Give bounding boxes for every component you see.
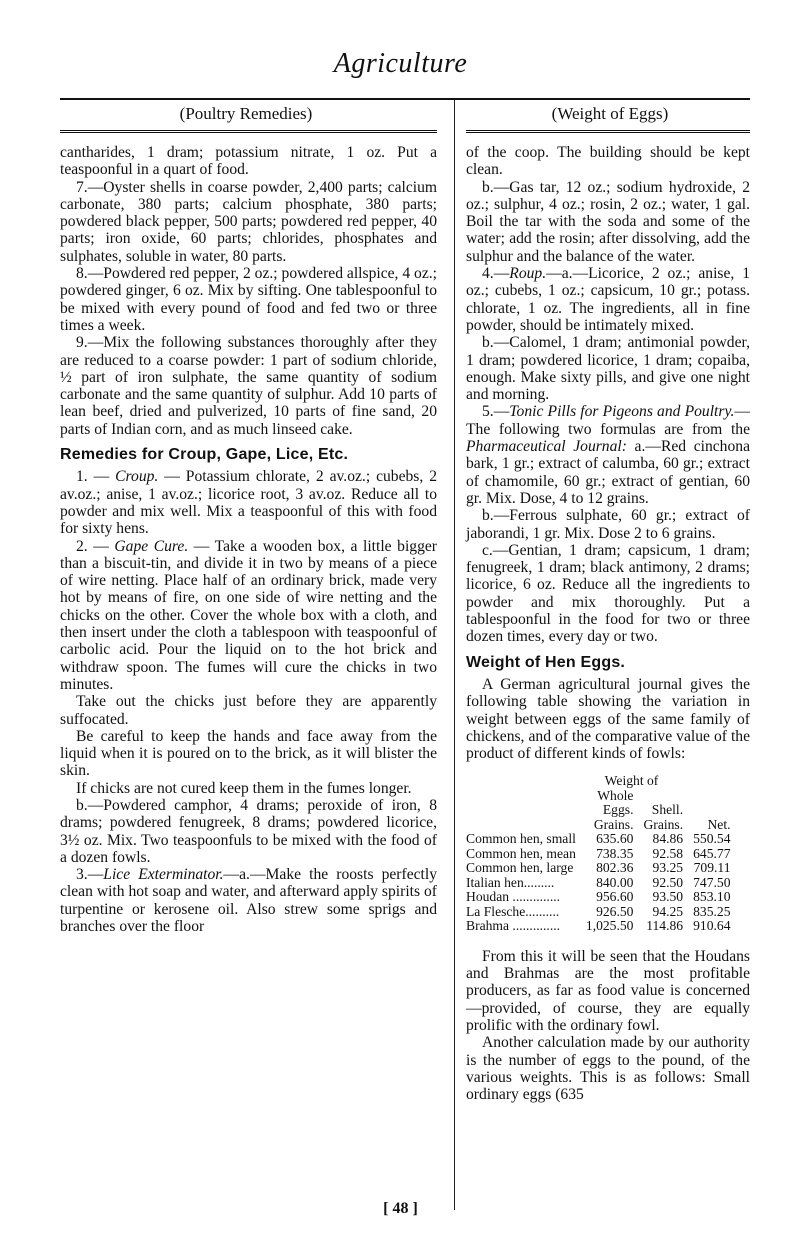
journal-name: Pharmaceutical Journal: — [466, 438, 627, 456]
paragraph: of the coop. The building should be kept clean. — [466, 144, 750, 179]
table-cell: 910.64 — [693, 918, 731, 934]
table-header: Eggs. — [602, 802, 634, 818]
paragraph-gape — [60, 538, 437, 694]
table-group-header: Weight of — [604, 773, 659, 789]
item-text: a.—Red cinchona bark, 1 gr.; extract of calumba, 60 gr.; extract of chamomile, 60 gr.; extract of gentian, 60 gr. Mix. Dose, 4 to 12 grains. — [466, 438, 750, 507]
paragraph: cantharides, 1 dram; potassium nitrate, 1 oz. Put a teaspoonful in a quart of food. — [60, 144, 437, 179]
item-text: —a.—Licorice, 2 oz.; anise, 1 oz.; cubebs, 1 oz.; capsicum, 10 gr.; potass. chlorate, 1 oz. The ingredients, all in fine powder, should be intimately mixed. — [466, 265, 750, 334]
table-cell: Brahma .............. — [466, 918, 561, 934]
paragraph: 7.—Oyster shells in coarse powder, 2,400 parts; calcium carbonate, 380 parts; calcium phosphate, 380 parts; powdered black pepper, 500 parts; powdered red pepper, 40 parts; iron oxide, 60 parts; chlorides, phosphates and sulphates, soluble in water, 80 parts. — [60, 178, 437, 265]
paragraph: b.—Calomel, 1 dram; antimonial powder, 1 dram; powdered licorice, 1 dram; copaiba, enough. Make sixty pills, and give one night and morning. — [466, 334, 750, 404]
table-row — [466, 832, 735, 847]
table-cell: 550.54 — [693, 831, 731, 847]
table-header-row — [466, 803, 735, 818]
table-cell: 738.35 — [596, 845, 634, 861]
table-cell: Houdan .............. — [466, 889, 561, 905]
table-header-row — [466, 789, 735, 804]
item-title: Croup. — [115, 468, 159, 486]
table-row — [466, 876, 735, 891]
paragraph: Another calculation made by our authority is the number of eggs to the pound, of the various weights. This is as follows: Small ordinary eggs (635 — [466, 1034, 750, 1104]
table-header: Shell. — [651, 802, 684, 818]
table-cell: 84.86 — [652, 831, 684, 847]
item-number: 5.— — [482, 403, 510, 421]
table-cell: 114.86 — [646, 918, 684, 934]
item-text: — Potassium chlorate, 2 av.oz.; cubebs, 2 av.oz.; anise, 1 av.oz.; licorice root, 3 av.oz. Reduce all to powder and mix well. Mix a teaspoonful of this with food for sixty hens. — [60, 468, 437, 538]
item-text: — Take a wooden box, a little bigger than a biscuit-tin, and divide it in two by means of a piece of wire netting. Place half of an ordinary brick, made very hot by means of fire, on one side of wire netting and the chicks on the other. Cover the whole box with a cloth, and then insert under the cloth a tablespoon with teaspoonful of carbolic acid. Pour the liquid on to the hot brick and withdraw spoon. The fumes will cure the chicks in two minutes. — [60, 537, 437, 693]
section-heading: Remedies for Croup, Gape, Lice, Etc. — [60, 446, 349, 464]
paragraph: b.—Gas tar, 12 oz.; sodium hydroxide, 2 oz.; sulphur, 4 oz.; rosin, 2 oz.; water, 1 gal. Boil the tar with the soda and some of the water; add the rosin; after dissolving, add the sulphur and the balance of the water. — [466, 178, 750, 265]
table-header: Whole — [597, 787, 634, 803]
paragraph-tonic — [466, 403, 750, 507]
paragraph: c.—Gentian, 1 dram; capsicum, 1 dram; fenugreek, 1 dram; black antimony, 2 drams; licorice, 6 oz. Reduce all the ingredients to powder and mix thoroughly. Put a tablespoonful in the food for two or three dozen times, every day or two. — [466, 541, 750, 646]
table-row — [466, 919, 735, 934]
paragraph: A German agricultural journal gives the following table showing the variation in weight between eggs of the same family of chickens, and of the comparative value of the product of different kinds of fowls: — [466, 675, 750, 763]
table-cell: 840.00 — [596, 874, 634, 890]
item-title: Tonic Pills for Pigeons and Poultry. — [509, 403, 735, 421]
table-cell: Common hen, small — [466, 831, 576, 847]
table-row — [466, 847, 735, 862]
header-rule — [60, 98, 750, 100]
table-cell: Italian hen......... — [466, 874, 555, 890]
paragraph: If chicks are not cured keep them in the fumes longer. — [76, 779, 412, 797]
table-cell: 956.60 — [596, 889, 634, 905]
table-cell: 94.25 — [652, 903, 684, 919]
item-number: 4.— — [482, 265, 510, 283]
table-cell: La Flesche.......... — [466, 903, 560, 919]
paragraph: From this it will be seen that the Houdans and Brahmas are the most profitable producers, as far as food value is concerned—provided, of course, they are equally prolific with the ordinary fowl. — [466, 947, 750, 1035]
item-number: 3.— — [76, 866, 104, 884]
table-cell: 645.77 — [693, 845, 731, 861]
table-row — [466, 861, 735, 876]
paragraph: 9.—Mix the following substances thoroughly after they are reduced to a coarse powder: 1 part of sodium chloride, ½ part of iron sulphate, the same quantity of sodium carbonate and the same quantity of sulphur. Add 10 parts of lean beef, dried and pulverized, 10 parts of fine sand, 20 parts of Indian corn, and as much linseed cake. — [60, 334, 437, 438]
left-column — [60, 144, 437, 935]
column-divider — [454, 100, 455, 1210]
paragraph-croup — [60, 468, 437, 537]
item-number: 2. — — [76, 537, 115, 555]
right-column — [466, 144, 750, 1104]
item-text: —The following two formulas are from the — [466, 403, 750, 438]
table-cell: 926.50 — [596, 903, 634, 919]
section-heading: Weight of Hen Eggs. — [466, 653, 626, 671]
table-header: Grains. — [643, 816, 684, 832]
paragraph: Be careful to keep the hands and face away from the liquid when it is poured on to the brick, as it will blister the skin. — [60, 727, 437, 780]
table-header-row — [466, 774, 735, 789]
table-row — [466, 905, 735, 920]
page-title: Agriculture — [333, 48, 468, 79]
paragraph: b.—Ferrous sulphate, 60 gr.; extract of jaborandi, 1 gr. Mix. Dose 2 to 6 grains. — [466, 507, 750, 542]
table-cell: 635.60 — [596, 831, 634, 847]
item-title: Gape Cure. — [114, 537, 189, 555]
table-cell: 92.58 — [652, 845, 684, 861]
table-cell: 709.11 — [693, 860, 731, 876]
left-column-heading: (Poultry Remedies) — [179, 104, 313, 123]
table-header-row — [466, 818, 735, 833]
egg-weight-table — [466, 774, 735, 934]
item-title: Lice Exterminator. — [103, 866, 224, 884]
item-text: —a.—Make the roosts perfectly clean with hot soap and water, and afterward apply spirits of turpentine or kerosene oil. Also strew some sprigs and branches over the floor — [60, 866, 437, 936]
table-cell: 747.50 — [693, 874, 731, 890]
table-cell: 1,025.50 — [585, 918, 634, 934]
item-number: 1. — — [76, 468, 116, 486]
table-cell: 93.25 — [652, 860, 684, 876]
table-cell: 93.50 — [652, 889, 684, 905]
table-cell: Common hen, mean — [466, 845, 576, 861]
paragraph: b.—Powdered camphor, 4 drams; peroxide of iron, 8 drams; powdered fenugreek, 8 drams; powdered licorice, 3½ oz. Mix. Two teaspoonfuls to be mixed with the food of a dozen fowls. — [60, 796, 437, 866]
right-heading-rule — [466, 130, 750, 135]
table-header: Grains. — [593, 816, 634, 832]
table-cell: 835.25 — [693, 903, 731, 919]
table-cell: 92.50 — [652, 874, 684, 890]
right-column-heading: (Weight of Eggs) — [551, 104, 669, 123]
page-number: [ 48 ] — [383, 1200, 418, 1217]
paragraph-lice — [60, 866, 437, 935]
table-cell: 853.10 — [693, 889, 731, 905]
left-heading-rule — [60, 130, 437, 135]
table-header: Net. — [707, 816, 731, 832]
paragraph: 8.—Powdered red pepper, 2 oz.; powdered allspice, 4 oz.; powdered ginger, 6 oz. Mix by sifting. One tablespoonful to be mixed with every pound of food and fed two or three times a week. — [60, 265, 437, 334]
item-title: Roup. — [509, 265, 547, 283]
table-cell: Common hen, large — [466, 860, 574, 876]
table-cell: 802.36 — [596, 860, 634, 876]
paragraph: Take out the chicks just before they are apparently suffocated. — [60, 693, 437, 728]
table-row — [466, 890, 735, 905]
paragraph-roup — [466, 265, 750, 334]
